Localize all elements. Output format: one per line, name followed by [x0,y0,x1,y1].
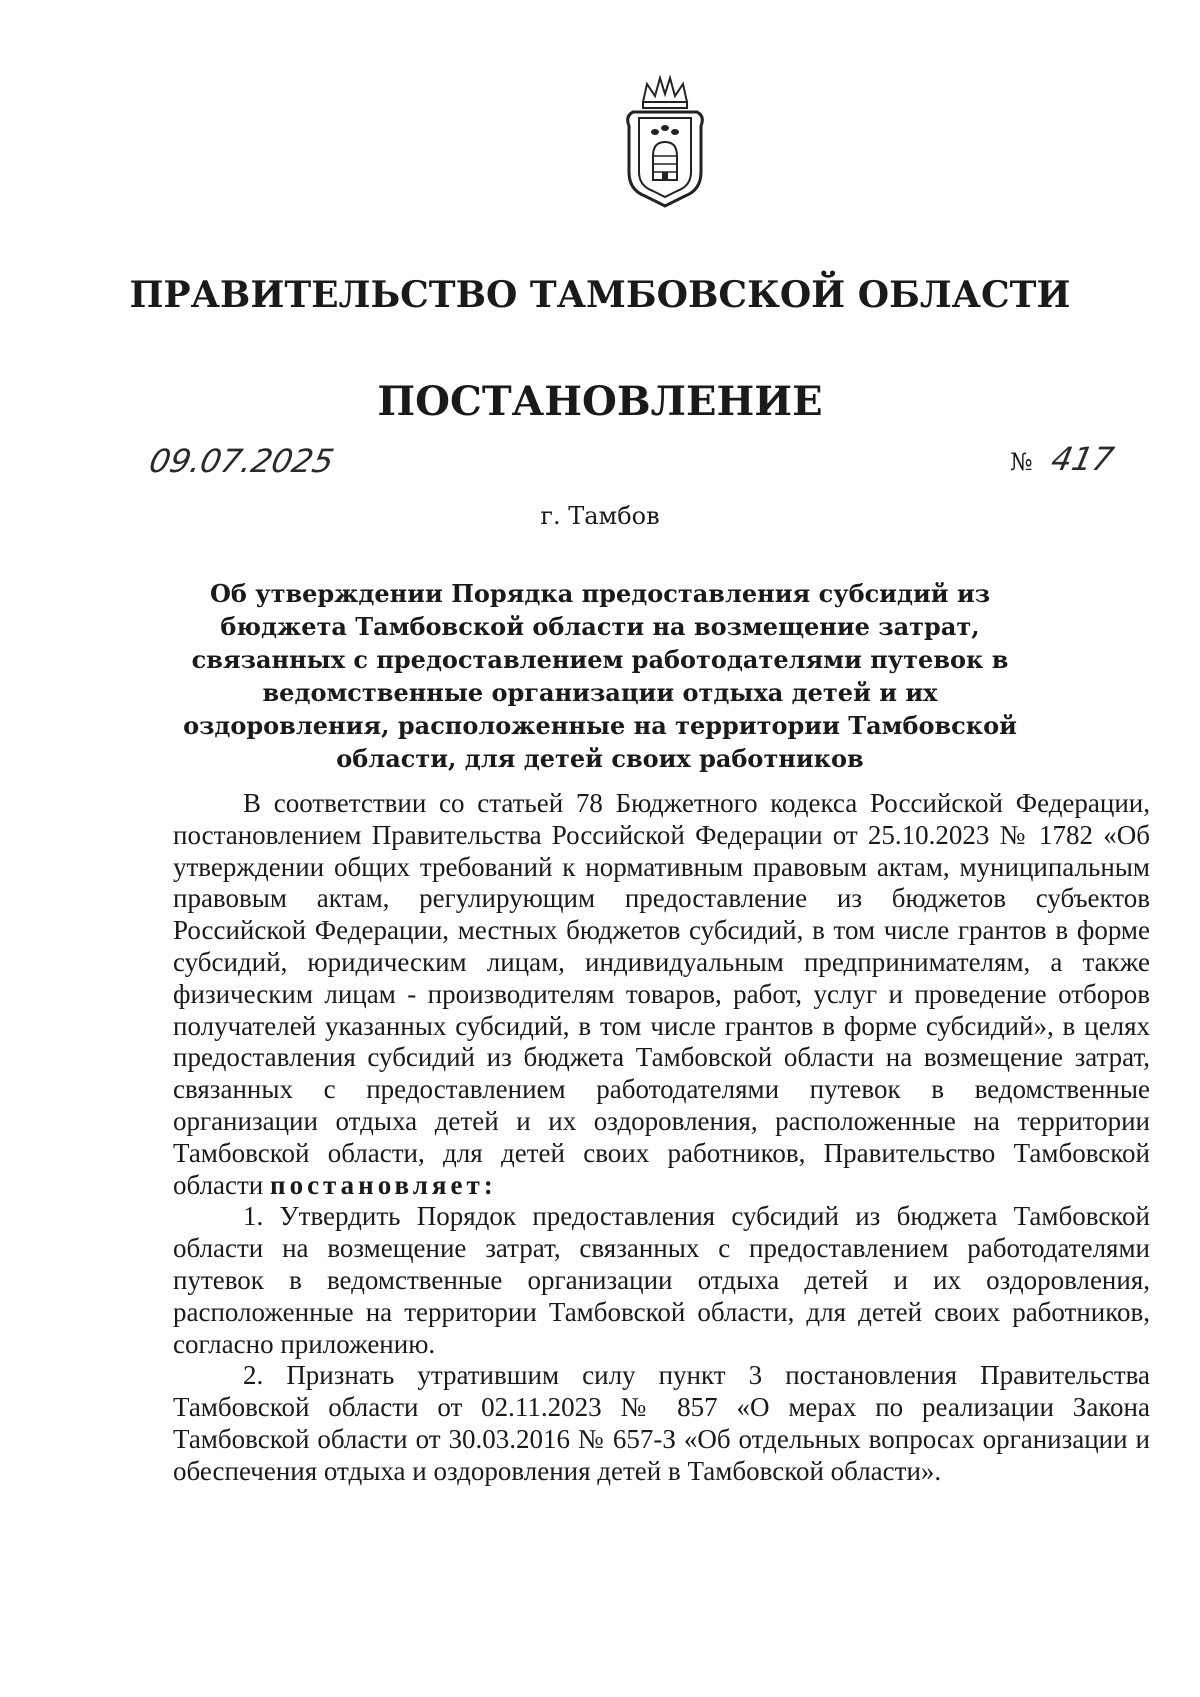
number-label: № [1010,448,1033,476]
government-title: ПРАВИТЕЛЬСТВО ТАМБОВСКОЙ ОБЛАСТИ [129,274,1071,316]
city-line: г. Тамбов [540,502,660,530]
document-number: 417 [1047,440,1118,478]
document-type-heading: ПОСТАНОВЛЕНИЕ [377,378,823,425]
preamble-paragraph [173,788,1150,1201]
document-body [173,788,1150,1488]
document-subject: Об утверждении Порядка предоставления субсидий из бюджета Тамбовской области на возмещение затрат, связанных с предоставлением работодателями путевок в ведомственные организации отдыха детей и их оздоровления, расположенные на территории Тамбовской области, для детей своих работников [183,579,1017,773]
item-2-paragraph: 2. Признать утратившим силу пункт 3 постановления Правительства Тамбовской области от 02.11.2023 № 857 «О мерах по реализации Закона Тамбовской области от 30.03.2016 № 657-З «Об отдельных вопросах организации и обеспечения отдыха и оздоровления детей в Тамбовской области». [173,1360,1150,1486]
item-1-paragraph: 1. Утвердить Порядок предоставления субсидий из бюджета Тамбовской области на возмещение затрат, связанных с предоставлением работодателями путевок в ведомственные организации отдыха детей и их оздоровления, расположенные на территории Тамбовской области, для детей своих работников, согласно приложению. [173,1201,1150,1359]
preamble-text: В соответствии со статьей 78 Бюджетного кодекса Российской Федерации, постановлением Правительства Российской Федерации от 25.10.2023 № 1782 «Об утверждении общих требований к нормативным правовым актам, муниципальным правовым актам, регулирующим предоставление из бюджетов субъектов Российской Федерации, местных бюджетов субсидий, в том числе грантов в форме субсидий, юридическим лицам, индивидуальным предпринимателям, а также физическим лицам - производителям товаров, работ, услуг и проведение отборов получателей указанных субсидий, в том числе грантов в форме субсидий», в целях предоставления субсидий из бюджета Тамбовской области на возмещение затрат, связанных с предоставлением работодателями путевок в ведомственные организации отдыха детей и их оздоровления, расположенные на территории Тамбовской области, для детей своих работников, Правительство Тамбовской области [173,788,1150,1200]
coat-of-arms-emblem [615,72,715,212]
resolves-word: постановляет: [270,1169,497,1200]
document-date: 09.07.2025 [145,442,338,480]
